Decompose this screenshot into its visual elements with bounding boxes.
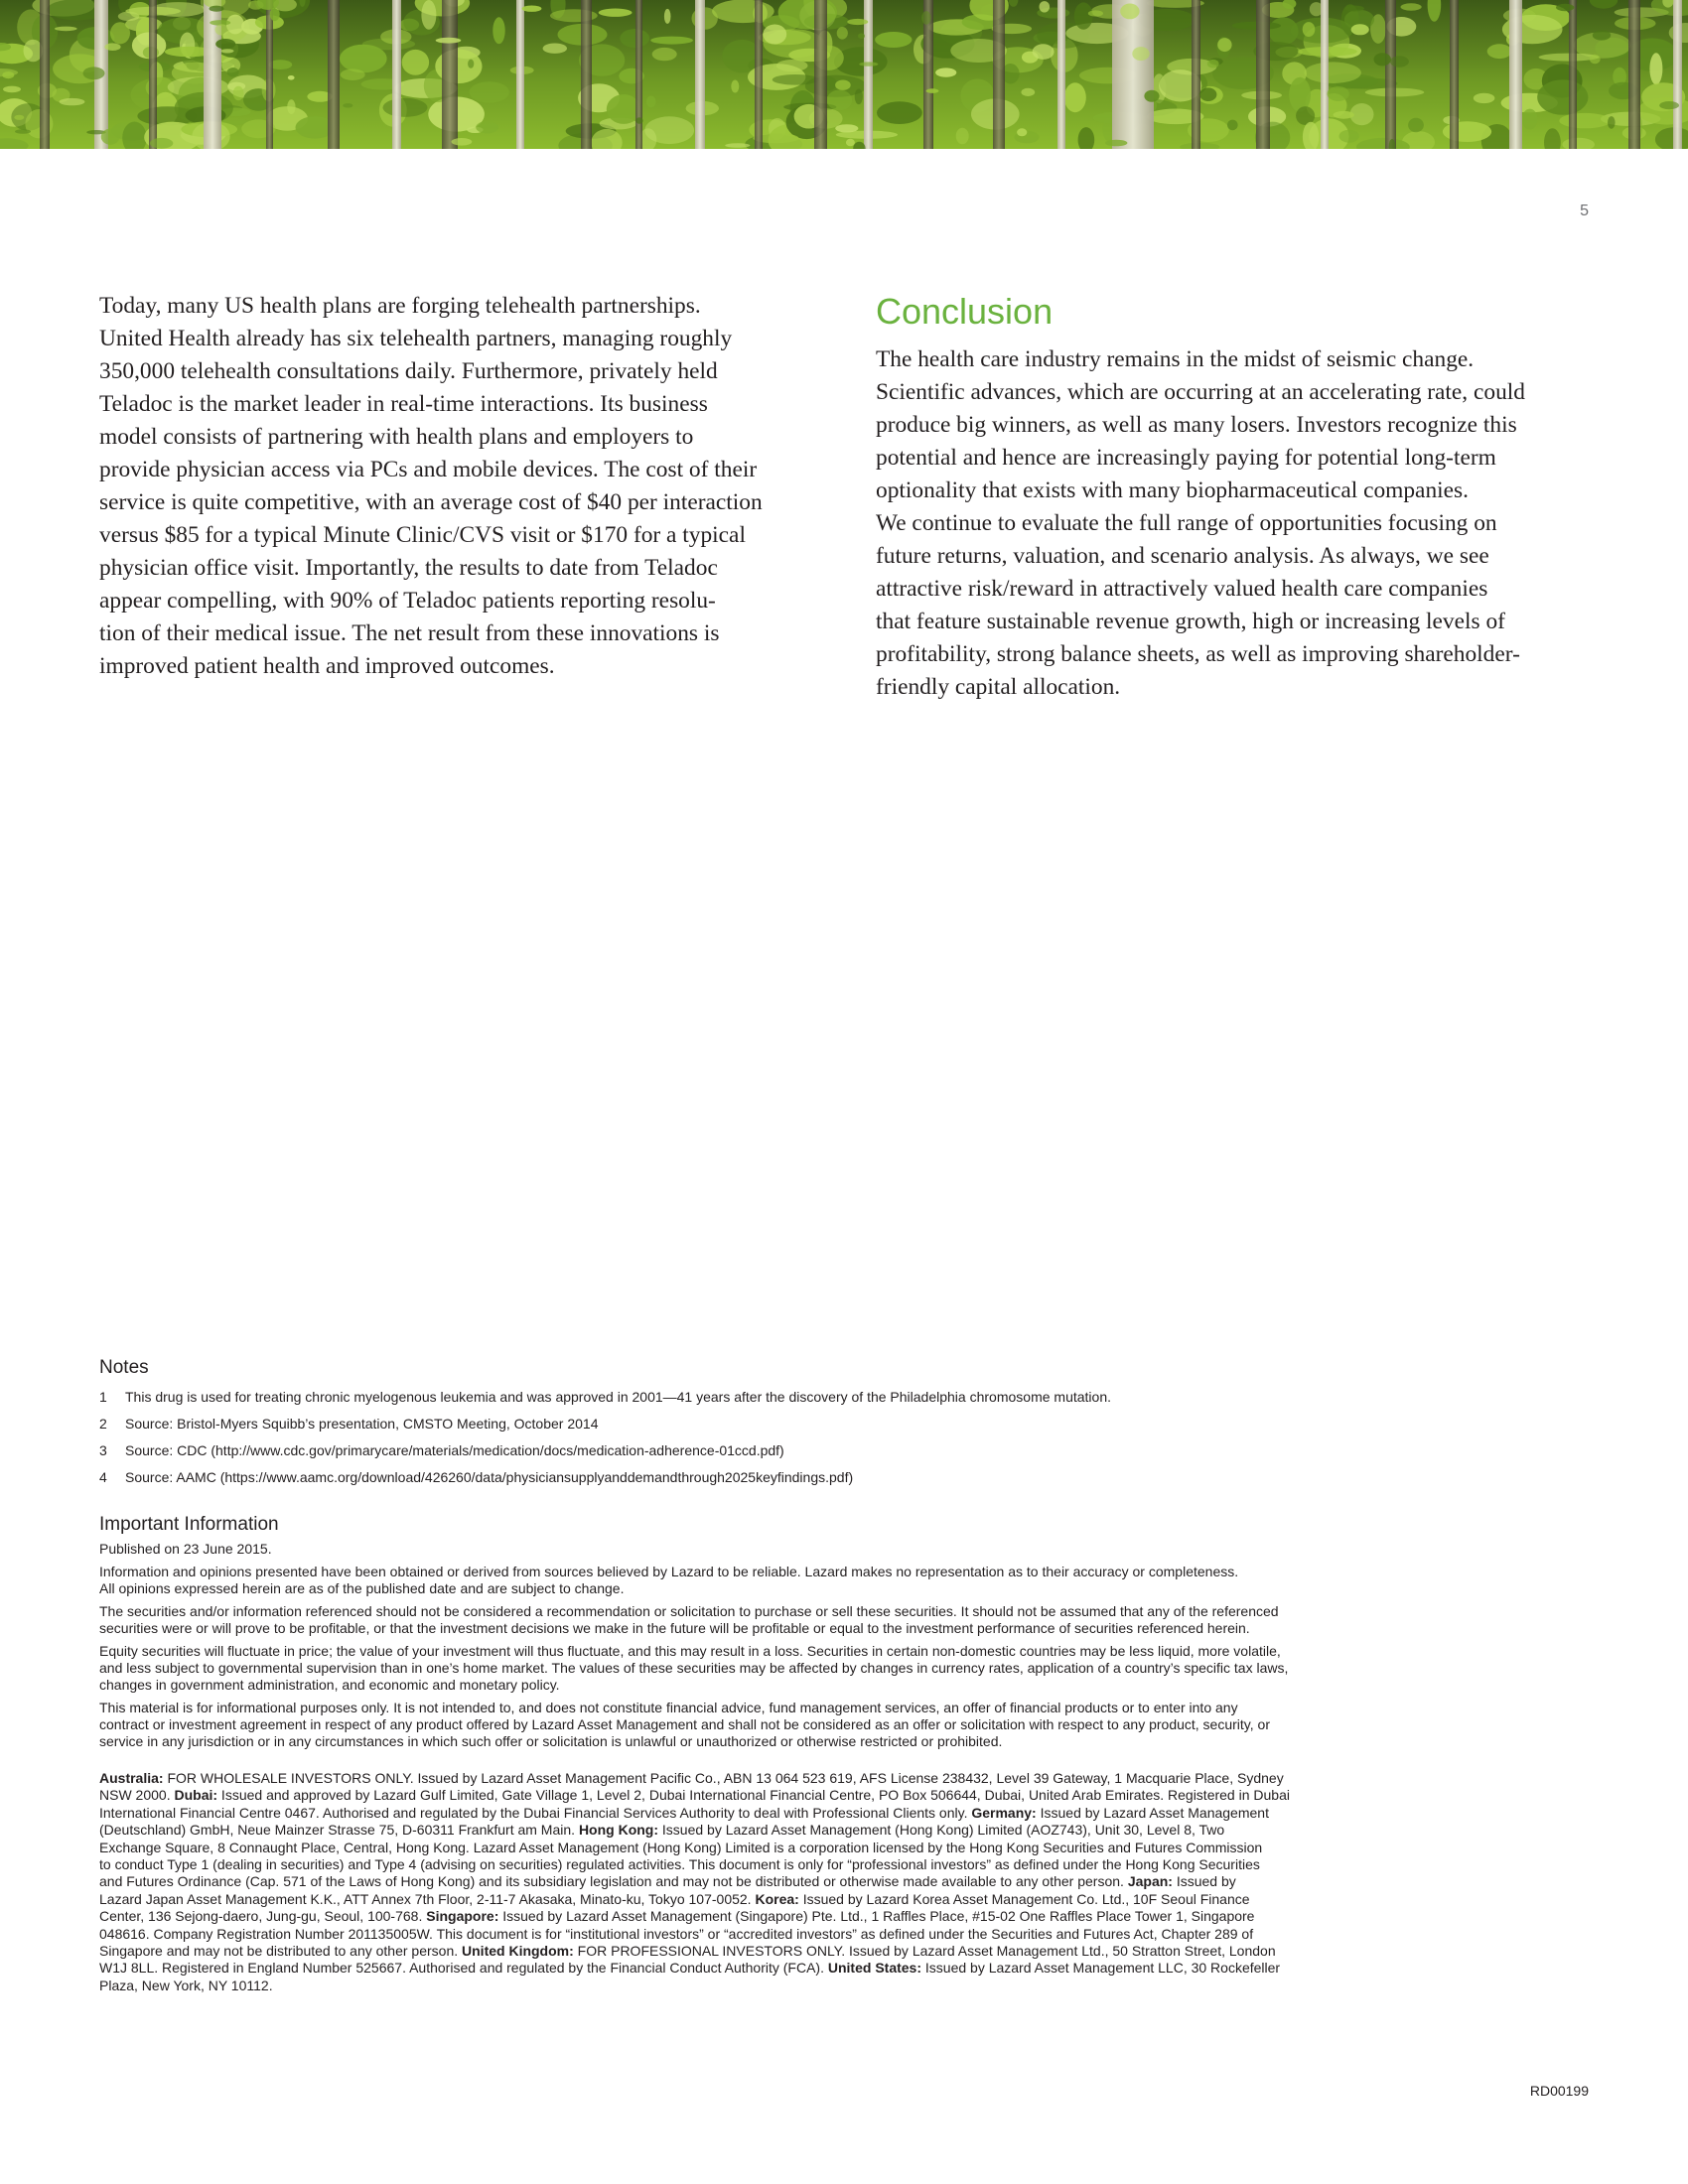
leaf-cluster [110, 22, 130, 44]
legal-text: FOR PROFESSIONAL INVESTORS ONLY. Issued by Lazard Asset Management Ltd., 50 Stratton Street, London [573, 1943, 1276, 1960]
leaf-cluster [3, 86, 21, 93]
tree-trunk [1628, 0, 1640, 149]
disclaimer-paragraph [99, 1564, 1589, 1597]
body-text-line: Teladoc is the market leader in real-time interactions. Its business [99, 391, 708, 417]
leaf-cluster [1593, 30, 1611, 40]
leaf-cluster [543, 44, 567, 54]
leaf-cluster [1474, 93, 1495, 103]
tree-trunk [814, 0, 827, 149]
tree-trunk [1192, 0, 1200, 149]
disclaimer-line: changes in government administration, and economic and monetary policy. [99, 1677, 560, 1693]
legal-line [99, 1926, 1589, 1943]
leaf-cluster [776, 60, 808, 71]
leaf-cluster [926, 88, 939, 93]
body-text-line: United Health already has six telehealth partners, managing roughly [99, 326, 733, 351]
leaf-cluster [846, 139, 855, 147]
legal-line [99, 1787, 1589, 1804]
leaf-cluster [1345, 6, 1364, 12]
leaf-cluster [1305, 62, 1361, 83]
conclusion-text-line: attractive risk/reward in attractively valued health care companies [876, 576, 1488, 602]
leaf-cluster [476, 121, 498, 133]
tree-trunk [1385, 0, 1396, 149]
legal-text: to conduct Type 1 (dealing in securities) and Type 4 (advising on securities) regulated activities. This document is only for “professional investors” as defined under the Hong Kong Securities [99, 1856, 1260, 1873]
disclaimer-line: service in any jurisdiction or in any circumstances in which such offer or solicitation is unlawful or unauthorized or otherwise restricted or prohibited. [99, 1733, 1003, 1749]
leaf-cluster [635, 117, 642, 124]
tree-trunk [1450, 0, 1459, 149]
tree-trunk [392, 0, 401, 149]
note-text: Source: CDC (http://www.cdc.gov/primarycare/materials/medication/docs/medication-adherence-01ccd.pdf) [125, 1442, 784, 1458]
leaf-cluster [599, 9, 633, 17]
leaf-cluster [215, 39, 235, 50]
leaf-cluster [1556, 4, 1574, 11]
leaf-cluster [1120, 3, 1139, 19]
body-text-line: improved patient health and improved outcomes. [99, 653, 555, 679]
leaf-cluster [1608, 116, 1616, 129]
body-text-line: service is quite competitive, with an average cost of $40 per interaction [99, 489, 763, 515]
tree-trunk [581, 0, 592, 149]
disclaimer-line: securities were or will prove to be profitable, or that the investment decisions we make in the future will be profitable or equal to the investment performance of securities referenced herein. [99, 1620, 1250, 1636]
leaf-cluster [1659, 101, 1679, 109]
leaf-cluster [288, 75, 295, 80]
body-text-line: versus $85 for a typical Minute Clinic/CVS visit or $170 for a typical [99, 522, 746, 548]
leaf-cluster [1590, 55, 1601, 64]
legal-text: Issued by [1172, 1873, 1236, 1890]
legal-text: International Financial Centre 0467. Authorised and regulated by the Dubai Financial Services Authority to deal with Professional Clients only. [99, 1804, 972, 1821]
leaf-cluster [1217, 38, 1231, 52]
leaf-cluster [383, 98, 428, 117]
tree-trunk [695, 0, 705, 149]
tree-trunk [993, 0, 1005, 149]
body-text-line: model consists of partnering with health plans and employers to [99, 424, 694, 450]
legal-text: FOR WHOLESALE INVESTORS ONLY. Issued by Lazard Asset Management Pacific Co., ABN 13 064 523 619, AFS License 238432, Level 39 Gateway, 1 Macquarie Place, Sydney [163, 1770, 1284, 1786]
leaf-cluster [421, 0, 436, 30]
conclusion-paragraph [876, 343, 1591, 704]
note-text: Source: AAMC (https://www.aamc.org/download/426260/data/physiciansupplyanddemandthrough2025keyfindings.pdf) [125, 1469, 854, 1485]
leaf-cluster [15, 129, 31, 134]
telehealth-paragraph [99, 290, 824, 683]
leaf-cluster [83, 67, 105, 79]
forest-header-image [0, 0, 1688, 149]
important-information-heading: Important Information [99, 1514, 279, 1535]
legal-line [99, 1840, 1589, 1856]
disclaimer-line: The securities and/or information referenced should not be considered a recommendation or solicitation to purchase or sell these securities. It should not be assumed that any of the referenced [99, 1603, 1279, 1619]
leaf-cluster [650, 37, 693, 45]
disclaimer-paragraph [99, 1700, 1589, 1750]
leaf-cluster [835, 124, 858, 132]
legal-line [99, 1770, 1589, 1787]
tree-trunk [635, 0, 642, 149]
leaf-cluster [855, 89, 863, 105]
region-label: Australia: [99, 1770, 164, 1786]
legal-text: Plaza, New York, NY 10112. [99, 1977, 273, 1993]
tree-trunk [1256, 0, 1270, 149]
tree-trunk [1112, 0, 1154, 149]
conclusion-text-line: The health care industry remains in the midst of seismic change. [876, 346, 1475, 372]
leaf-cluster [341, 68, 365, 80]
disclaimer-line: contract or investment agreement in respect of any product offered by Lazard Asset Management and shall not be considered as an offer or solicitation with respect to any product, security, or [99, 1716, 1270, 1732]
tree-trunk [755, 0, 763, 149]
leaf-cluster [858, 33, 865, 39]
leaf-cluster [1303, 22, 1316, 37]
tree-trunk [149, 0, 157, 149]
leaf-cluster [1339, 130, 1359, 143]
leaf-cluster [1132, 47, 1149, 61]
leaf-cluster [847, 19, 868, 25]
body-text-line: physician office visit. Importantly, the results to date from Teladoc [99, 555, 718, 581]
notes-heading: Notes [99, 1357, 149, 1378]
leaf-cluster [835, 80, 851, 90]
leaf-cluster [2, 71, 14, 78]
leaf-cluster [1105, 140, 1127, 147]
leaf-cluster [1522, 109, 1538, 130]
leaf-cluster [1374, 53, 1391, 66]
leaf-cluster [55, 27, 77, 32]
body-text-line: 350,000 telehealth consultations daily. Furthermore, privately held [99, 358, 718, 384]
leaf-cluster [1559, 113, 1611, 128]
tree-trunk [516, 0, 524, 149]
conclusion-text-line: optionality that exists with many biopharmaceutical companies. [876, 478, 1469, 503]
leaf-cluster [436, 38, 462, 44]
legal-text: NSW 2000. [99, 1787, 175, 1804]
legal-text: Issued by Lazard Asset Management (Hong Kong) Limited (AOZ743), Unit 30, Level 8, Two [658, 1822, 1225, 1839]
leaf-cluster [287, 99, 295, 114]
legal-text: Singapore and may not be distributed to any other person. [99, 1943, 463, 1960]
legal-text: W1J 8LL. Registered in England Number 525667. Authorised and regulated by the Financial Conduct Authority (FCA). [99, 1960, 828, 1977]
page-number: 5 [1580, 203, 1589, 219]
conclusion-text-line: We continue to evaluate the full range of opportunities focusing on [876, 510, 1497, 536]
tree-trunk [1569, 0, 1577, 149]
leaf-cluster [215, 24, 229, 35]
leaf-cluster [227, 68, 239, 76]
leaf-cluster [1074, 2, 1093, 29]
note-text: This drug is used for treating chronic myelogenous leukemia and was approved in 2001—41 years after the discovery of the Philadelphia chromosome mutation. [125, 1389, 1111, 1405]
leaf-cluster [837, 27, 848, 40]
body-paragraph [99, 290, 824, 683]
notes-list [99, 1388, 1589, 1486]
leaf-cluster [221, 49, 234, 53]
leaf-cluster [1408, 118, 1424, 133]
tree-trunk [266, 0, 273, 149]
legal-text: Issued by Lazard Asset Management (Singapore) Pte. Ltd., 1 Raffles Place, #15-02 One Raffles Place Tower 1, Singapore [498, 1908, 1255, 1925]
body-text-line: Today, many US health plans are forging telehealth partnerships. [99, 293, 701, 319]
disclaimer-line: This material is for informational purposes only. It is not intended to, and does not constitute financial advice, fund management services, an offer of financial products or to enter into any [99, 1700, 1238, 1715]
notes-section [99, 1356, 1589, 1495]
note-item [99, 1388, 1589, 1406]
leaf-cluster [1199, 87, 1216, 101]
leaf-cluster [731, 80, 739, 93]
leaf-cluster [664, 9, 671, 24]
leaf-cluster [877, 101, 922, 124]
note-text: Source: Bristol-Myers Squibb’s presentation, CMSTO Meeting, October 2014 [125, 1416, 599, 1432]
legal-text: Issued by Lazard Asset Management [1036, 1804, 1269, 1821]
leaf-cluster [233, 86, 244, 100]
note-number: 3 [99, 1442, 107, 1458]
legal-line [99, 1891, 1589, 1908]
leaf-cluster [1334, 111, 1354, 119]
legal-text: Issued by Lazard Asset Management LLC, 30 Rockefeller [921, 1960, 1281, 1977]
leaf-cluster [1537, 79, 1588, 115]
leaf-cluster [1487, 44, 1512, 59]
tree-trunk [442, 0, 458, 149]
legal-line [99, 1822, 1589, 1839]
leaf-cluster [620, 29, 649, 48]
disclaimer-line: Equity securities will fluctuate in price; the value of your investment will thus fluctuate, and this may result in a loss. Securities in certain non-domestic countries may be less liquid, more volatile, [99, 1643, 1281, 1659]
note-item [99, 1415, 1589, 1433]
note-number: 1 [99, 1389, 107, 1405]
tree-trunk [328, 0, 340, 149]
region-label: Singapore: [426, 1908, 499, 1925]
leaf-cluster [1390, 56, 1409, 67]
legal-text: Exchange Square, 8 Connaught Place, Central, Hong Kong. Lazard Asset Management (Hong Kong) Limited is a corporation licensed by the Hong Kong Securities and Futures Commission [99, 1839, 1263, 1855]
disclaimer-line: All opinions expressed herein are as of the published date and are subject to change. [99, 1580, 625, 1596]
conclusion-text-line: friendly capital allocation. [876, 674, 1121, 700]
leaf-cluster [101, 129, 120, 145]
legal-text: Lazard Japan Asset Management K.K., ATT Annex 7th Floor, 2-11-7 Akasaka, Minato-ku, Tokyo 107-0052. [99, 1890, 756, 1907]
leaf-cluster [1351, 24, 1369, 35]
legal-text: Issued and approved by Lazard Gulf Limited, Gate Village 1, Level 2, Dubai International Financial Centre, PO Box 506644, Dubai, United Arab Emirates. Registered in Dubai [217, 1787, 1290, 1804]
legal-text: 048616. Company Registration Number 201135005W. This document is for “institutional investors” or “accredited investors” as defined under the Securities and Futures Act, Chapter 289 of [99, 1925, 1254, 1942]
legal-line [99, 1805, 1589, 1822]
forest-illustration [0, 0, 1688, 149]
body-text-line: provide physician access via PCs and mobile devices. The cost of their [99, 457, 758, 482]
region-label: United Kingdom: [462, 1943, 574, 1960]
leaf-cluster [210, 6, 224, 12]
leaf-cluster [935, 68, 956, 76]
leaf-cluster [470, 81, 509, 103]
leaf-cluster [652, 48, 677, 61]
legal-text: Issued by Lazard Korea Asset Management Co. Ltd., 10F Seoul Finance [798, 1890, 1250, 1907]
leaf-cluster [522, 6, 542, 12]
leaf-cluster [1649, 53, 1662, 84]
leaf-cluster [1328, 86, 1349, 101]
region-label: Hong Kong: [578, 1822, 659, 1839]
leaf-cluster [1040, 1, 1051, 12]
legal-line [99, 1908, 1589, 1925]
leaf-cluster [1033, 44, 1055, 60]
leaf-cluster [921, 11, 930, 25]
leaf-cluster [1144, 90, 1159, 102]
leaf-cluster [1088, 10, 1103, 16]
leaf-cluster [14, 115, 24, 120]
region-label: Korea: [755, 1890, 799, 1907]
leaf-cluster [1017, 128, 1027, 136]
leaf-cluster [492, 17, 504, 44]
conclusion-text-line: Scientific advances, which are occurring at an accelerating rate, could [876, 379, 1525, 405]
leaf-cluster [1021, 88, 1035, 96]
leaf-cluster [1064, 82, 1086, 112]
tree-trunk [1057, 0, 1065, 149]
body-text-line: tion of their medical issue. The net result from these innovations is [99, 620, 720, 646]
conclusion-text-line: produce big winners, as well as many losers. Investors recognize this [876, 412, 1517, 438]
leaf-cluster [468, 60, 474, 68]
disclaimer-paragraphs [99, 1564, 1589, 1750]
note-number: 2 [99, 1416, 107, 1432]
leaf-cluster [226, 15, 244, 35]
leaf-cluster [452, 138, 473, 146]
legal-line [99, 1873, 1589, 1890]
body-text-line: appear compelling, with 90% of Teladoc patients reporting resolu- [99, 588, 716, 614]
disclaimer-line: and less subject to governmental supervision than in one’s home market. The values of these securities may be affected by changes in currency rates, application of a country’s specific tax laws, [99, 1660, 1289, 1676]
leaf-cluster [827, 90, 852, 111]
document-code: RD00199 [1529, 2083, 1589, 2099]
legal-text: (Deutschland) GmbH, Neue Mainzer Strasse 75, D-60311 Frankfurt am Main. [99, 1822, 579, 1839]
leaf-cluster [60, 98, 85, 105]
conclusion-text-line: potential and hence are increasingly paying for potential long-term [876, 445, 1496, 471]
tree-trunk [1321, 0, 1329, 149]
region-label: Japan: [1127, 1873, 1173, 1890]
important-information-section [99, 1513, 1589, 1994]
note-item [99, 1441, 1589, 1459]
disclaimer-line: Information and opinions presented have been obtained or derived from sources believed by Lazard to be reliable. Lazard makes no representation as to their accuracy or completeness. [99, 1564, 1239, 1579]
legal-text: and Futures Ordinance (Cap. 571 of the Laws of Hong Kong) and its subsidiary legislation and may not be distributed or otherwise made available to any other person. [99, 1873, 1128, 1890]
leaf-cluster [875, 32, 912, 48]
leaf-cluster [859, 62, 878, 66]
legal-line [99, 1856, 1589, 1873]
legal-text: Center, 136 Sejong-daero, Jung-gu, Seoul, 100-768. [99, 1908, 427, 1925]
region-label: United States: [827, 1960, 921, 1977]
leaf-cluster [150, 138, 173, 149]
leaf-cluster [402, 50, 429, 75]
tree-trunk [1509, 0, 1522, 149]
leaf-cluster [763, 25, 786, 45]
leaf-cluster [1207, 60, 1219, 68]
conclusion-section [876, 292, 1591, 704]
leaf-cluster [956, 128, 969, 145]
conclusion-text-line: profitability, strong balance sheets, as well as improving shareholder- [876, 641, 1520, 667]
leaf-cluster [725, 143, 750, 148]
conclusion-text-line: that feature sustainable revenue growth, high or increasing levels of [876, 609, 1505, 634]
tree-trunk [40, 0, 50, 149]
regional-legal-notice [99, 1770, 1589, 1994]
conclusion-text-line: future returns, valuation, and scenario analysis. As always, we see [876, 543, 1489, 569]
leaf-cluster [1227, 120, 1238, 131]
note-number: 4 [99, 1469, 107, 1485]
region-label: Germany: [971, 1804, 1037, 1821]
leaf-cluster [343, 103, 352, 107]
tree-trunk [1673, 0, 1682, 149]
legal-line [99, 1978, 1589, 1994]
leaf-cluster [646, 96, 656, 108]
legal-line [99, 1943, 1589, 1960]
published-date: Published on 23 June 2015. [99, 1541, 272, 1557]
region-label: Dubai: [174, 1787, 218, 1804]
note-item [99, 1468, 1589, 1486]
disclaimer-paragraph [99, 1643, 1589, 1694]
leaf-cluster [104, 43, 120, 51]
leaf-cluster [1401, 3, 1422, 10]
legal-line [99, 1960, 1589, 1977]
disclaimer-paragraph [99, 1603, 1589, 1637]
conclusion-heading: Conclusion [876, 291, 1054, 332]
